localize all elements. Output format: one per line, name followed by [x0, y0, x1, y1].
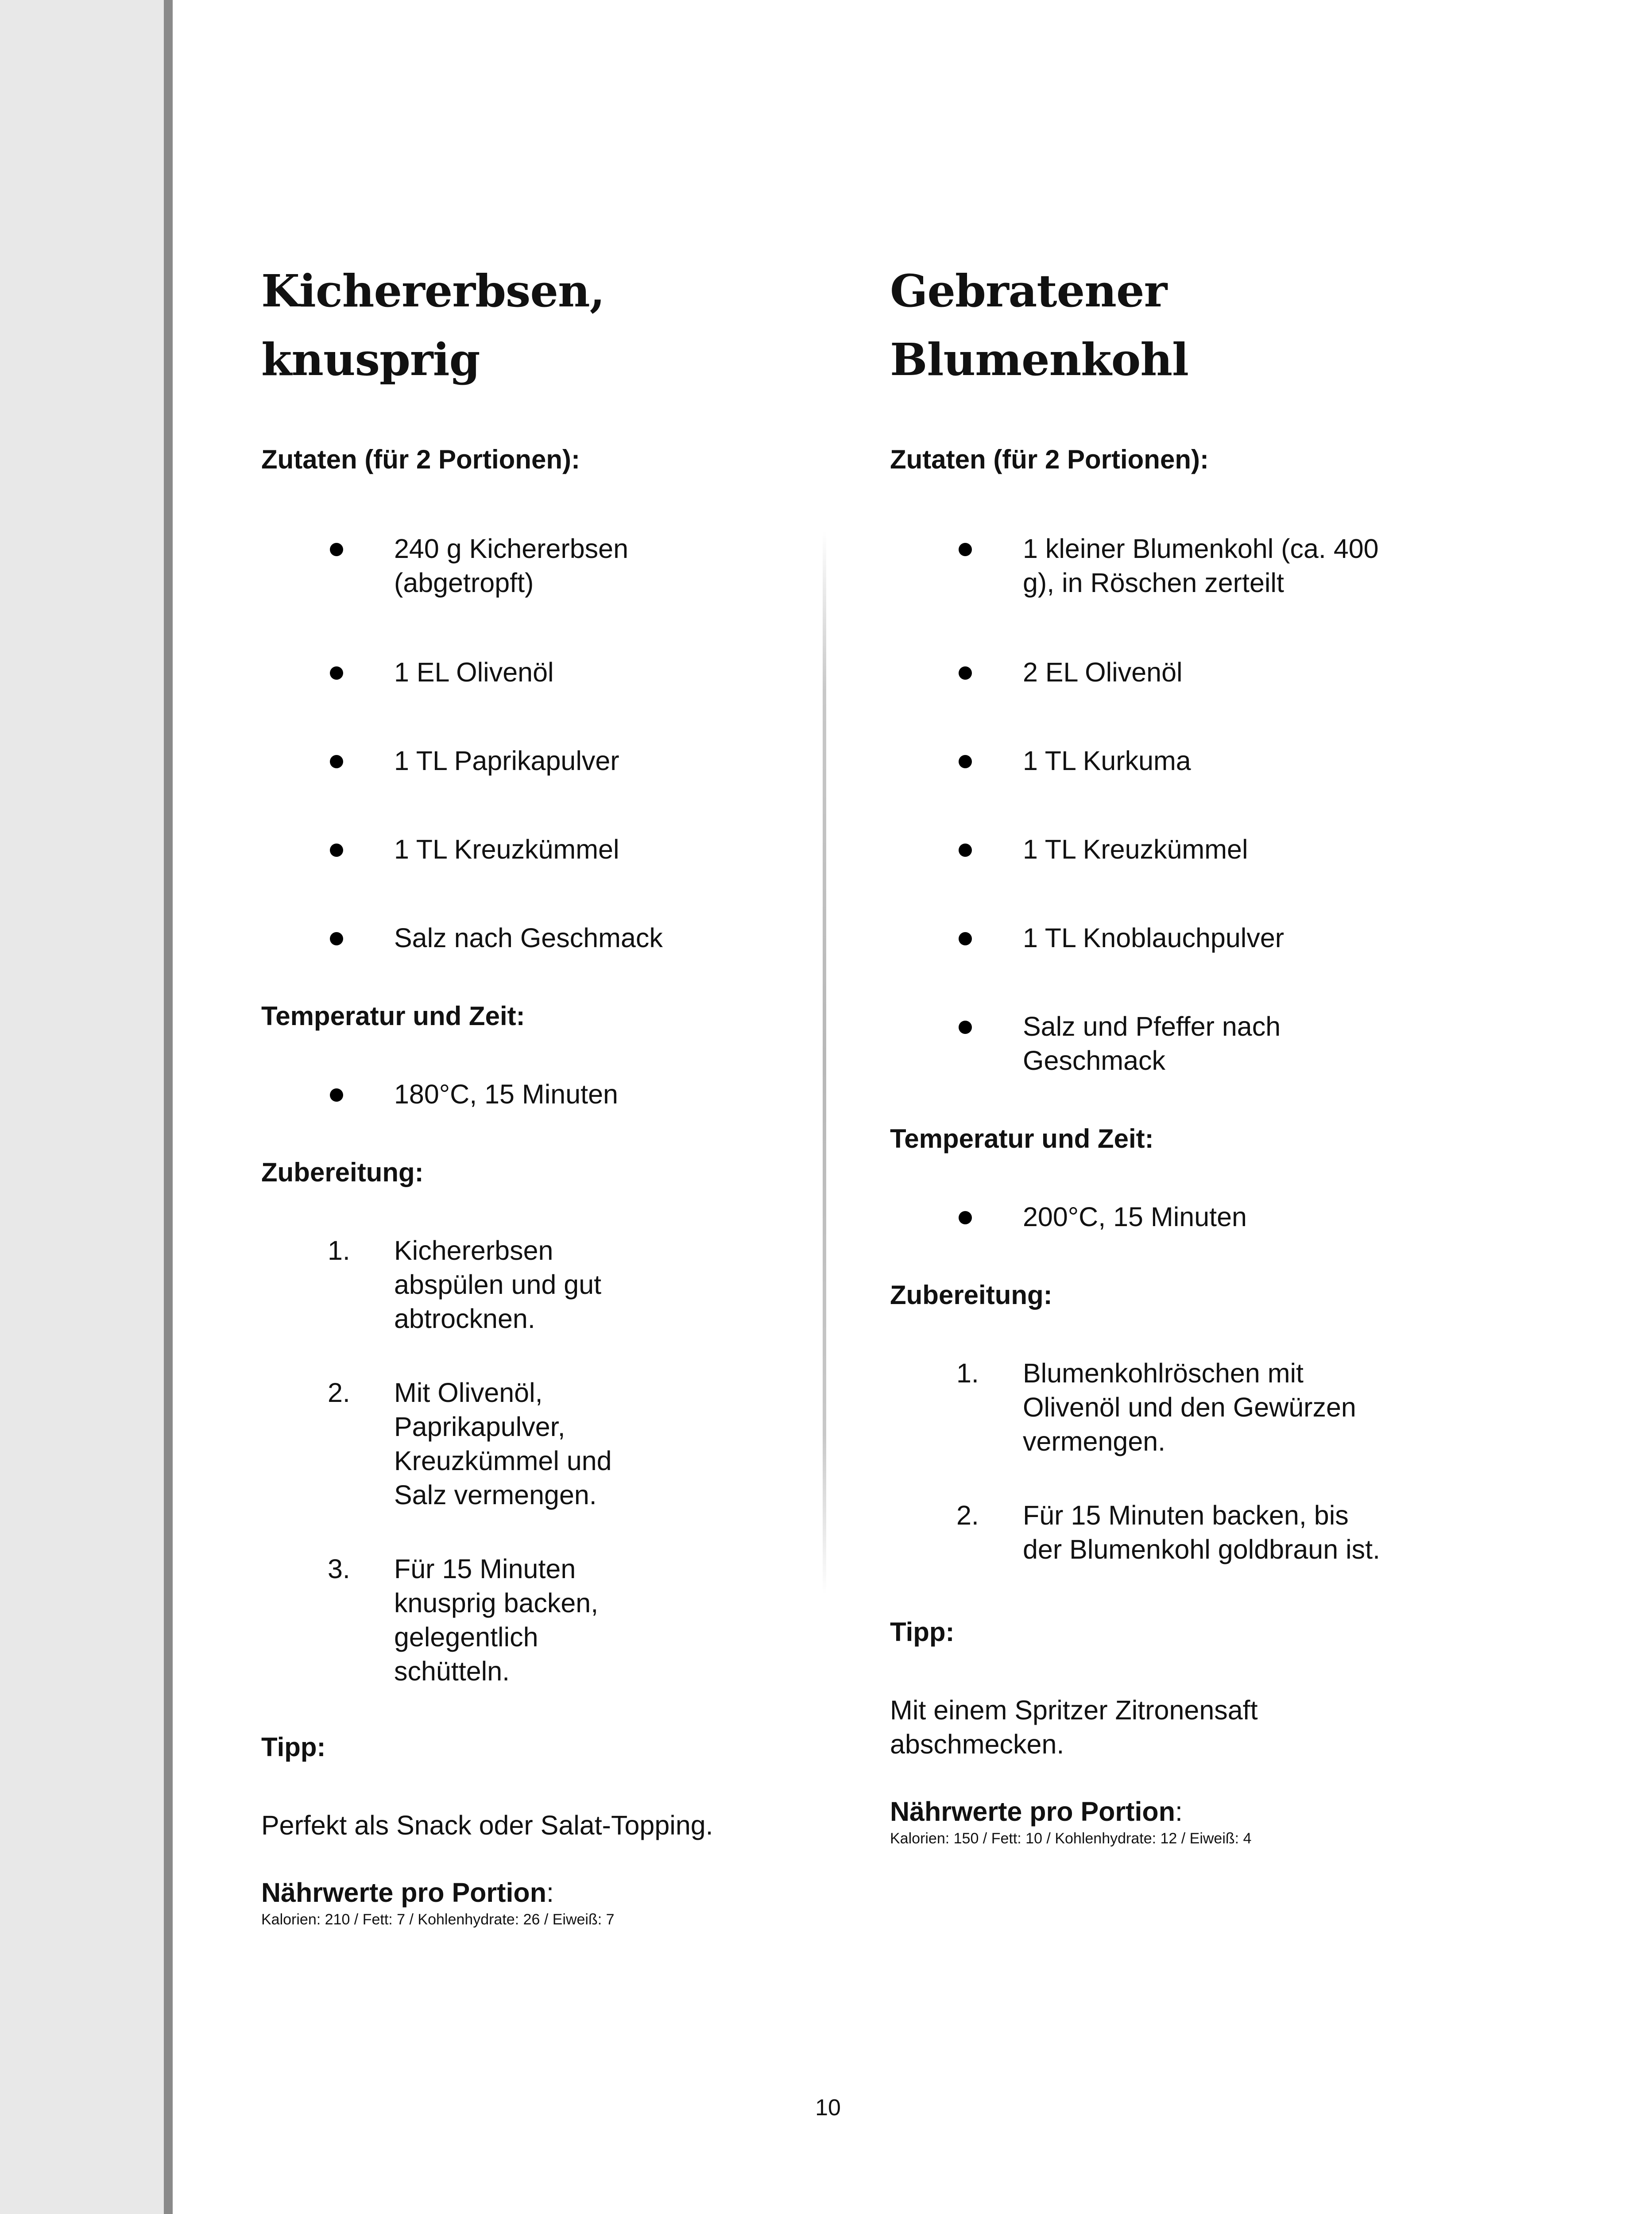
- recipe-title-line-2: knusprig: [261, 333, 480, 386]
- ingredients-heading: Zutaten (für 2 Portionen):: [890, 445, 1209, 474]
- ingredient-item: [890, 921, 1421, 955]
- step-text: Blumenkohlröschen mit Olivenöl und den Gewürzen vermengen.: [1023, 1358, 1356, 1456]
- ingredients-list: [890, 532, 1421, 1078]
- ingredient-item: [890, 1010, 1333, 1078]
- ingredient-text: Salz nach Geschmack: [394, 923, 663, 953]
- ingredient-item: [890, 532, 1390, 600]
- ingredient-text: 1 EL Olivenöl: [394, 657, 554, 687]
- ingredient-text: 1 TL Kreuzkümmel: [1023, 834, 1248, 864]
- recipe-title-line-1: Gebratener: [890, 265, 1167, 317]
- margin-rule: [164, 0, 173, 2214]
- recipe-cauliflower: [890, 257, 1421, 1848]
- nutrition-heading: [890, 1795, 1421, 1829]
- bullet-icon: [959, 543, 972, 556]
- preparation-steps: [890, 1356, 1421, 1567]
- ingredient-item: [261, 744, 793, 778]
- bullet-icon: [330, 666, 343, 680]
- ingredient-text: 1 TL Kurkuma: [1023, 746, 1191, 776]
- bullet-icon: [959, 1211, 972, 1224]
- ingredient-text: 1 TL Paprikapulver: [394, 746, 619, 776]
- step-text: Für 15 Minuten knusprig backen, gelegentlich schütteln.: [394, 1554, 599, 1686]
- step-number: 2.: [956, 1500, 979, 1530]
- ingredient-text: Salz und Pfeffer nach Geschmack: [1023, 1011, 1281, 1076]
- nutrition-heading: [261, 1876, 793, 1910]
- step-number: 1.: [956, 1358, 979, 1388]
- ingredient-item: [890, 744, 1421, 778]
- ingredient-item: [261, 532, 660, 600]
- recipe-title: [261, 257, 793, 394]
- recipe-title-line-1: Kichererbsen,: [261, 265, 605, 317]
- temperature-item: [890, 1200, 1421, 1234]
- nutrition-values: Kalorien: 150 / Fett: 10 / Kohlenhydrate: 12 / Eiweiß: 4: [890, 1830, 1252, 1847]
- column-divider: [823, 531, 826, 1594]
- temperature-text: 200°C, 15 Minuten: [1023, 1202, 1247, 1232]
- nutrition-heading-colon: :: [546, 1877, 554, 1908]
- tip-heading: Tipp:: [261, 1732, 326, 1762]
- recipe-title: [890, 257, 1421, 394]
- ingredient-text: 1 TL Kreuzkümmel: [394, 834, 619, 864]
- preparation-heading: Zubereitung:: [261, 1157, 424, 1187]
- temperature-text: 180°C, 15 Minuten: [394, 1079, 618, 1109]
- ingredient-item: [261, 921, 793, 955]
- ingredient-item: [261, 832, 793, 867]
- bullet-icon: [330, 844, 343, 857]
- step-item: [261, 1552, 651, 1688]
- nutrition-heading-colon: :: [1175, 1796, 1183, 1827]
- ingredients-heading: Zutaten (für 2 Portionen):: [261, 445, 580, 474]
- bullet-icon: [330, 755, 343, 768]
- ingredients-list: [261, 532, 793, 955]
- recipe-chickpeas: [261, 257, 793, 1929]
- bullet-icon: [959, 666, 972, 680]
- temperature-heading: Temperatur und Zeit:: [261, 1001, 525, 1031]
- temperature-heading: Temperatur und Zeit:: [890, 1124, 1154, 1153]
- step-text: Mit Olivenöl, Paprikapulver, Kreuzkümmel und Salz vermengen.: [394, 1378, 612, 1510]
- preparation-heading: Zubereitung:: [890, 1280, 1052, 1310]
- step-number: 1.: [328, 1235, 350, 1266]
- ingredient-item: [890, 832, 1421, 867]
- ingredient-item: [261, 655, 793, 689]
- ingredient-text: 2 EL Olivenöl: [1023, 657, 1183, 687]
- page-number: 10: [815, 2095, 841, 2121]
- ingredient-text: 240 g Kichererbsen (abgetropft): [394, 534, 629, 598]
- bullet-icon: [330, 1088, 343, 1102]
- recipe-title-line-2: Blumenkohl: [890, 333, 1189, 386]
- nutrition-heading-text: Nährwerte pro Portion: [261, 1877, 546, 1908]
- bullet-icon: [959, 932, 972, 945]
- ingredient-text: 1 TL Knoblauchpulver: [1023, 923, 1284, 953]
- step-text: Kichererbsen abspülen und gut abtrocknen.: [394, 1235, 602, 1334]
- preparation-steps: [261, 1234, 793, 1688]
- step-text: Für 15 Minuten backen, bis der Blumenkohl goldbraun ist.: [1023, 1500, 1381, 1564]
- nutrition-values: Kalorien: 210 / Fett: 7 / Kohlenhydrate: 26 / Eiweiß: 7: [261, 1911, 615, 1928]
- step-item: [261, 1376, 651, 1512]
- step-number: 3.: [328, 1554, 350, 1584]
- ingredient-item: [890, 655, 1421, 689]
- step-item: [261, 1234, 651, 1336]
- bullet-icon: [959, 755, 972, 768]
- page-margin: [0, 0, 164, 2214]
- bullet-icon: [959, 1021, 972, 1034]
- ingredient-text: 1 kleiner Blumenkohl (ca. 400 g), in Röschen zerteilt: [1023, 534, 1379, 598]
- step-item: [890, 1498, 1386, 1567]
- step-item: [890, 1356, 1386, 1459]
- tip-heading: Tipp:: [890, 1617, 955, 1647]
- tip-text: Perfekt als Snack oder Salat-Topping.: [261, 1810, 713, 1840]
- bullet-icon: [330, 932, 343, 945]
- tip-text: Mit einem Spritzer Zitronensaft abschmecken.: [890, 1695, 1258, 1759]
- temperature-list: [261, 1077, 793, 1111]
- temperature-list: [890, 1200, 1421, 1234]
- step-number: 2.: [328, 1378, 350, 1408]
- bullet-icon: [959, 844, 972, 857]
- nutrition-heading-text: Nährwerte pro Portion: [890, 1796, 1175, 1827]
- bullet-icon: [330, 543, 343, 556]
- temperature-item: [261, 1077, 793, 1111]
